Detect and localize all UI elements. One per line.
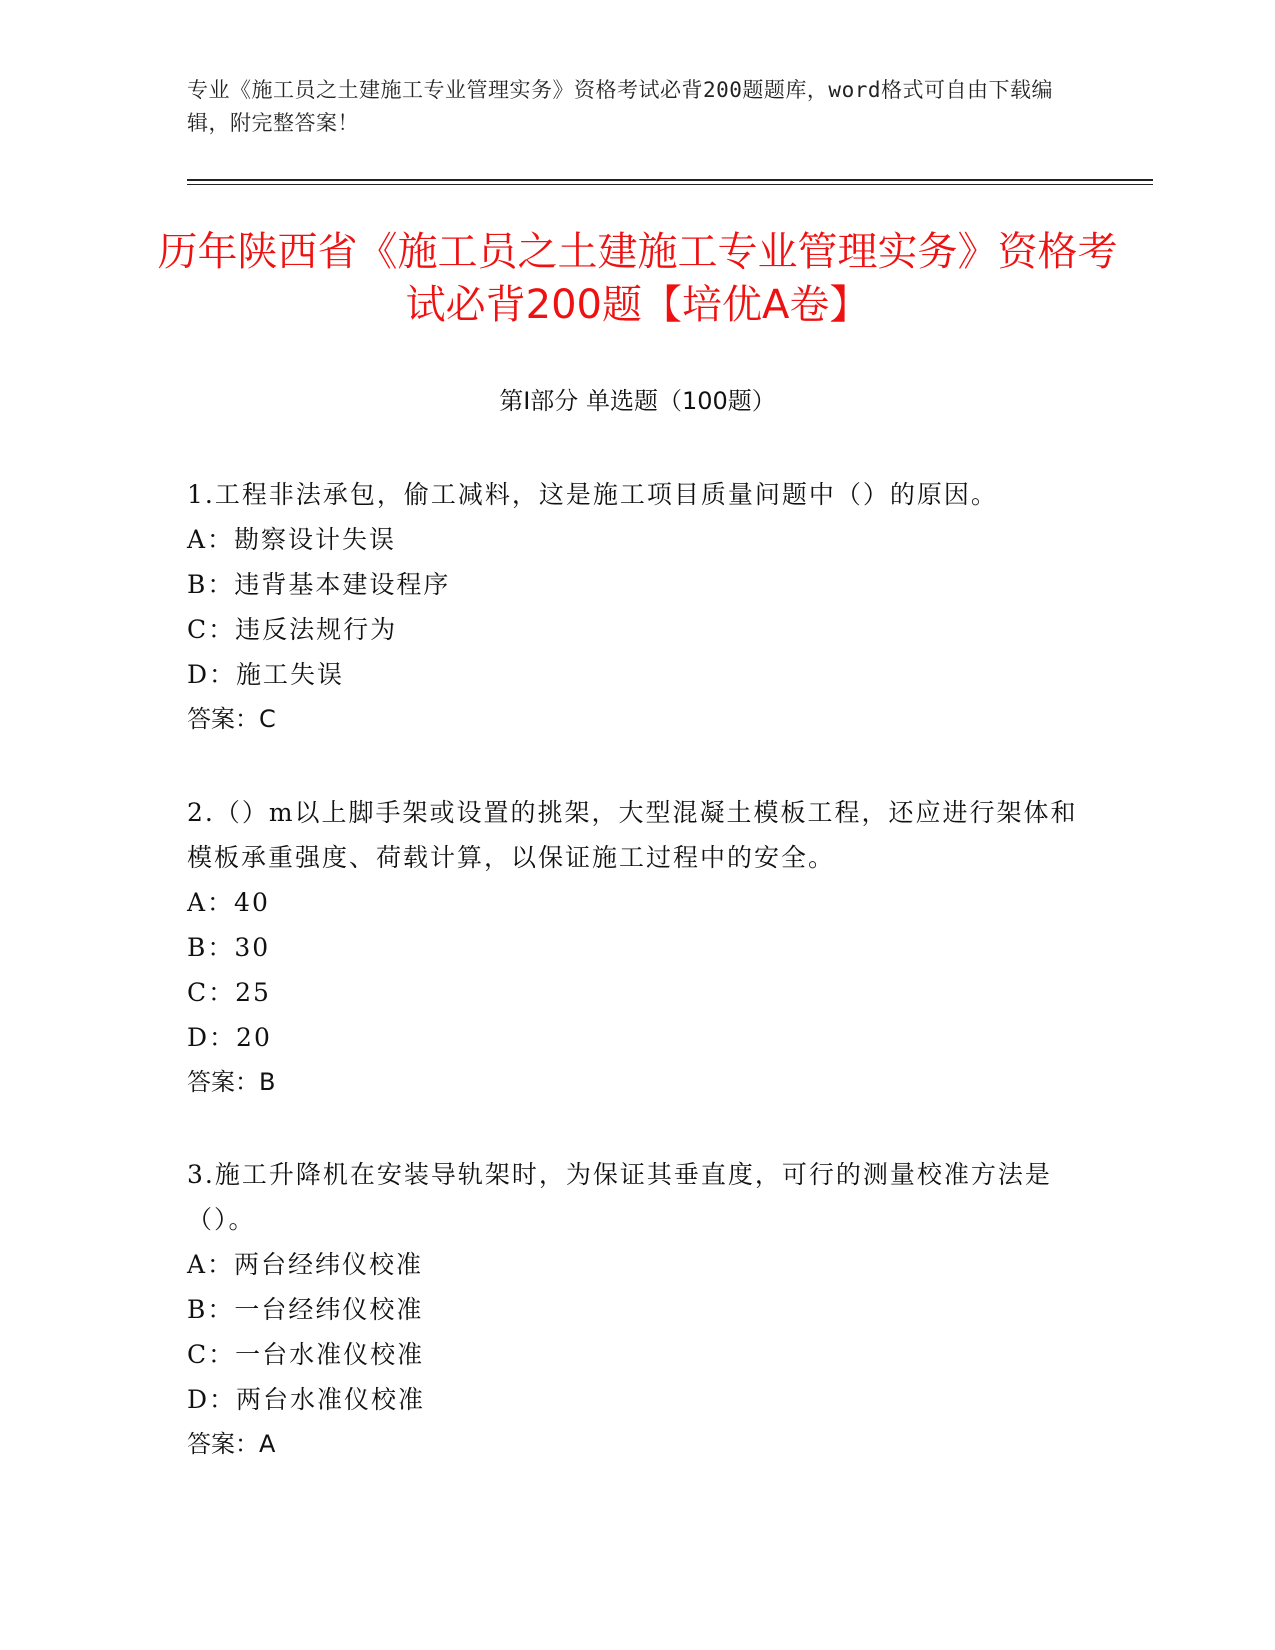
- header-divider-thick: [187, 179, 1153, 181]
- option-b: B：一台经纬仪校准: [187, 1295, 424, 1324]
- document-title: 历年陕西省《施工员之土建施工专业管理实务》资格考试必背200题【培优A卷】: [157, 229, 1118, 328]
- option-a: A：40: [187, 888, 270, 917]
- question-3: [187, 1152, 1087, 1467]
- option-c: C：违反法规行为: [187, 615, 398, 644]
- section-title: 第I部分 单选题（100题）: [499, 387, 776, 415]
- answer: 答案：C: [187, 705, 276, 733]
- option-c: C：一台水准仪校准: [187, 1340, 425, 1369]
- question-stem: 2.（）m以上脚手架或设置的挑架，大型混凝土模板工程，还应进行架体和模板承重强度、荷载计算，以保证施工过程中的安全。: [187, 798, 1078, 872]
- option-a: A：勘察设计失误: [187, 525, 397, 554]
- question-2: [187, 790, 1087, 1105]
- option-d: D：两台水准仪校准: [187, 1385, 426, 1414]
- option-d: D：20: [187, 1023, 272, 1052]
- question-1: [187, 472, 1087, 742]
- option-d: D：施工失误: [187, 660, 345, 689]
- question-stem: 1.工程非法承包，偷工减料，这是施工项目质量问题中（）的原因。: [187, 480, 998, 509]
- answer: 答案：A: [187, 1430, 276, 1458]
- header-note: 专业《施工员之土建施工专业管理实务》资格考试必背200题题库，word格式可自由下载编辑，附完整答案！: [187, 78, 1053, 135]
- option-b: B：30: [187, 933, 271, 962]
- answer: 答案：B: [187, 1068, 276, 1096]
- option-c: C：25: [187, 978, 271, 1007]
- header-divider-thin: [187, 184, 1153, 185]
- option-b: B：违背基本建设程序: [187, 570, 451, 599]
- option-a: A：两台经纬仪校准: [187, 1250, 424, 1279]
- question-stem: 3.施工升降机在安装导轨架时，为保证其垂直度，可行的测量校准方法是（）。: [187, 1160, 1052, 1234]
